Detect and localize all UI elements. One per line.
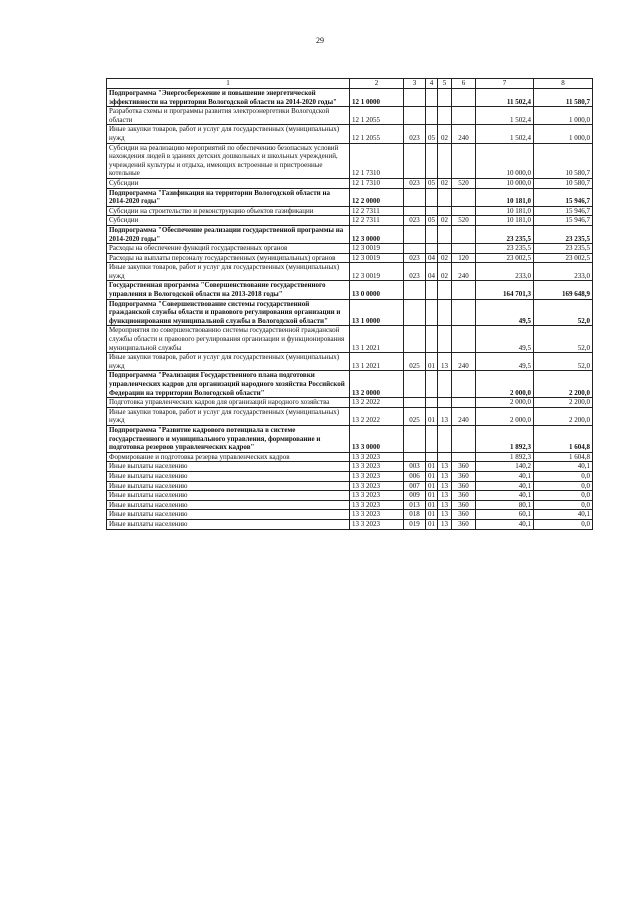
department-code: 025 <box>404 353 426 371</box>
department-code: 023 <box>404 216 426 226</box>
amount-year-1: 10 181,0 <box>476 188 534 206</box>
table-row <box>107 253 593 263</box>
section-code: 01 <box>426 491 438 501</box>
section-code <box>426 244 438 254</box>
header-cell: 6 <box>452 79 476 89</box>
amount-year-2: 23 235,5 <box>534 244 593 254</box>
amount-year-1: 10 000,0 <box>476 143 534 178</box>
target-article-code: 13 3 2023 <box>350 510 404 520</box>
page-number: 29 <box>316 36 324 45</box>
row-name: Подпрограмма "Газификация на территории Вологодской области на 2014-2020 годы" <box>107 188 350 206</box>
budget-table <box>106 78 593 530</box>
department-code <box>404 206 426 216</box>
amount-year-2: 1 604,8 <box>534 425 593 452</box>
department-code <box>404 299 426 326</box>
table-row <box>107 125 593 143</box>
subsection-code: 13 <box>438 519 452 529</box>
table-row <box>107 510 593 520</box>
amount-year-1: 23 002,5 <box>476 253 534 263</box>
department-code: 023 <box>404 125 426 143</box>
expense-type-code <box>452 326 476 353</box>
expense-type-code <box>452 225 476 243</box>
table-row <box>107 225 593 243</box>
amount-year-1: 1 502,4 <box>476 125 534 143</box>
table-row <box>107 89 593 107</box>
amount-year-1: 10 181,0 <box>476 206 534 216</box>
table-row <box>107 143 593 178</box>
amount-year-2: 15 946,7 <box>534 188 593 206</box>
header-cell: 2 <box>350 79 404 89</box>
department-code: 013 <box>404 500 426 510</box>
header-cell: 3 <box>404 79 426 89</box>
amount-year-1: 49,5 <box>476 326 534 353</box>
row-name: Иные выплаты населению <box>107 510 350 520</box>
table-row <box>107 281 593 299</box>
amount-year-1: 49,5 <box>476 353 534 371</box>
row-name: Иные закупки товаров, работ и услуг для государственных (муниципальных) нужд <box>107 353 350 371</box>
section-code <box>426 89 438 107</box>
amount-year-1: 11 502,4 <box>476 89 534 107</box>
table-row <box>107 481 593 491</box>
row-name: Мероприятия по совершенствованию системы государственной гражданской службы области и правового регулирования организации и функционирования муниципальной службы <box>107 326 350 353</box>
subsection-code: 02 <box>438 125 452 143</box>
row-name: Подпрограмма "Энергосбережение и повышение энергетической эффективности на территории Вологодской области на 2014-2020 годы" <box>107 89 350 107</box>
table-row <box>107 178 593 188</box>
subsection-code <box>438 299 452 326</box>
amount-year-2: 2 200,0 <box>534 398 593 408</box>
row-name: Субсидии на реализацию мероприятий по обеспечению безопасных условий нахождения людей в зданиях детских дошкольных и школьных учреждений, учреждений культуры и отдыха, имеющих встроенные и пристроенные котельные <box>107 143 350 178</box>
header-cell: 5 <box>438 79 452 89</box>
section-code <box>426 371 438 398</box>
amount-year-1: 40,1 <box>476 491 534 501</box>
amount-year-2: 2 200,0 <box>534 371 593 398</box>
section-code <box>426 143 438 178</box>
section-code: 01 <box>426 462 438 472</box>
target-article-code: 13 1 0000 <box>350 299 404 326</box>
header-cell: 7 <box>476 79 534 89</box>
department-code <box>404 244 426 254</box>
amount-year-2: 40,1 <box>534 462 593 472</box>
expense-type-code <box>452 452 476 462</box>
target-article-code: 12 1 0000 <box>350 89 404 107</box>
section-code <box>426 398 438 408</box>
department-code <box>404 107 426 125</box>
expense-type-code: 240 <box>452 407 476 425</box>
row-name: Подготовка управленческих кадров для организаций народного хозяйства <box>107 398 350 408</box>
amount-year-1: 1 892,3 <box>476 425 534 452</box>
section-code: 01 <box>426 353 438 371</box>
expense-type-code <box>452 107 476 125</box>
expense-type-code: 520 <box>452 216 476 226</box>
section-code <box>426 225 438 243</box>
expense-type-code <box>452 244 476 254</box>
amount-year-2: 10 580,7 <box>534 143 593 178</box>
subsection-code <box>438 452 452 462</box>
amount-year-1: 164 701,3 <box>476 281 534 299</box>
table-header-row <box>107 79 593 89</box>
expense-type-code <box>452 299 476 326</box>
amount-year-2: 52,0 <box>534 299 593 326</box>
amount-year-2: 15 946,7 <box>534 216 593 226</box>
subsection-code <box>438 244 452 254</box>
amount-year-1: 40,1 <box>476 471 534 481</box>
table-row <box>107 353 593 371</box>
target-article-code: 13 0 0000 <box>350 281 404 299</box>
target-article-code: 13 3 2023 <box>350 452 404 462</box>
section-code: 01 <box>426 407 438 425</box>
header-cell: 8 <box>534 79 593 89</box>
amount-year-1: 80,1 <box>476 500 534 510</box>
amount-year-2: 23 002,5 <box>534 253 593 263</box>
table-row <box>107 519 593 529</box>
table-row <box>107 452 593 462</box>
expense-type-code <box>452 398 476 408</box>
table-row <box>107 398 593 408</box>
section-code <box>426 326 438 353</box>
row-name: Подпрограмма "Реализация Государственного плана подготовки управленческих кадров для организаций народного хозяйства Российской Федерации на территории Вологодской области" <box>107 371 350 398</box>
subsection-code <box>438 188 452 206</box>
section-code: 04 <box>426 263 438 281</box>
amount-year-1: 23 235,5 <box>476 244 534 254</box>
amount-year-2: 2 200,0 <box>534 407 593 425</box>
target-article-code: 12 1 2055 <box>350 125 404 143</box>
subsection-code: 13 <box>438 500 452 510</box>
target-article-code: 13 2 0000 <box>350 371 404 398</box>
amount-year-1: 40,1 <box>476 519 534 529</box>
table-row <box>107 244 593 254</box>
amount-year-2: 23 235,5 <box>534 225 593 243</box>
row-name: Расходы на обеспечение функций государственных органов <box>107 244 350 254</box>
target-article-code: 12 1 7310 <box>350 178 404 188</box>
row-name: Подпрограмма "Обеспечение реализации государственной программы на 2014-2020 годы" <box>107 225 350 243</box>
target-article-code: 13 3 2023 <box>350 481 404 491</box>
department-code: 009 <box>404 491 426 501</box>
department-code: 018 <box>404 510 426 520</box>
department-code: 003 <box>404 462 426 472</box>
subsection-code <box>438 206 452 216</box>
table-row <box>107 471 593 481</box>
amount-year-2: 0,0 <box>534 471 593 481</box>
target-article-code: 13 3 2023 <box>350 462 404 472</box>
expense-type-code: 360 <box>452 462 476 472</box>
row-name: Иные выплаты населению <box>107 471 350 481</box>
expense-type-code <box>452 143 476 178</box>
row-name: Иные выплаты населению <box>107 500 350 510</box>
section-code: 05 <box>426 216 438 226</box>
row-name: Подпрограмма "Развитие кадрового потенциала в системе государственного и муниципального управления, формирование и подготовка резервов управленческих кадров" <box>107 425 350 452</box>
subsection-code <box>438 89 452 107</box>
subsection-code: 13 <box>438 353 452 371</box>
department-code <box>404 89 426 107</box>
amount-year-1: 49,5 <box>476 299 534 326</box>
department-code <box>404 398 426 408</box>
subsection-code: 02 <box>438 263 452 281</box>
table-row <box>107 425 593 452</box>
amount-year-2: 169 648,9 <box>534 281 593 299</box>
amount-year-1: 2 000,0 <box>476 371 534 398</box>
subsection-code <box>438 398 452 408</box>
amount-year-2: 1 604,8 <box>534 452 593 462</box>
expense-type-code: 120 <box>452 253 476 263</box>
section-code <box>426 107 438 125</box>
amount-year-2: 233,0 <box>534 263 593 281</box>
target-article-code: 12 3 0000 <box>350 225 404 243</box>
section-code <box>426 281 438 299</box>
target-article-code: 12 3 0019 <box>350 263 404 281</box>
table-row <box>107 407 593 425</box>
row-name: Подпрограмма "Совершенствование системы государственной гражданской службы области и правового регулирования организации и функционирования муниципальной службы в Вологодской области" <box>107 299 350 326</box>
subsection-code <box>438 225 452 243</box>
amount-year-1: 60,1 <box>476 510 534 520</box>
target-article-code: 13 3 2023 <box>350 519 404 529</box>
row-name: Иные закупки товаров, работ и услуг для государственных (муниципальных) нужд <box>107 263 350 281</box>
expense-type-code: 360 <box>452 510 476 520</box>
department-code <box>404 371 426 398</box>
department-code <box>404 225 426 243</box>
section-code <box>426 299 438 326</box>
subsection-code <box>438 425 452 452</box>
department-code: 007 <box>404 481 426 491</box>
section-code <box>426 188 438 206</box>
department-code: 023 <box>404 263 426 281</box>
amount-year-2: 11 580,7 <box>534 89 593 107</box>
amount-year-2: 0,0 <box>534 491 593 501</box>
amount-year-1: 140,2 <box>476 462 534 472</box>
row-name: Иные выплаты населению <box>107 491 350 501</box>
row-name: Иные выплаты населению <box>107 462 350 472</box>
section-code: 01 <box>426 500 438 510</box>
section-code: 01 <box>426 471 438 481</box>
department-code <box>404 281 426 299</box>
subsection-code: 02 <box>438 253 452 263</box>
amount-year-1: 40,1 <box>476 481 534 491</box>
expense-type-code: 240 <box>452 263 476 281</box>
expense-type-code: 360 <box>452 471 476 481</box>
amount-year-1: 10 000,0 <box>476 178 534 188</box>
subsection-code <box>438 371 452 398</box>
section-code: 01 <box>426 481 438 491</box>
department-code: 006 <box>404 471 426 481</box>
amount-year-1: 1 502,4 <box>476 107 534 125</box>
department-code: 019 <box>404 519 426 529</box>
table-row <box>107 263 593 281</box>
target-article-code: 12 2 0000 <box>350 188 404 206</box>
amount-year-1: 2 000,0 <box>476 407 534 425</box>
target-article-code: 13 3 2023 <box>350 500 404 510</box>
row-name: Иные закупки товаров, работ и услуг для государственных (муниципальных) нужд <box>107 125 350 143</box>
department-code: 023 <box>404 178 426 188</box>
table-row <box>107 371 593 398</box>
header-cell: 1 <box>107 79 350 89</box>
amount-year-2: 0,0 <box>534 519 593 529</box>
amount-year-1: 23 235,5 <box>476 225 534 243</box>
row-name: Субсидии <box>107 178 350 188</box>
department-code <box>404 188 426 206</box>
target-article-code: 12 2 7311 <box>350 206 404 216</box>
table-row <box>107 326 593 353</box>
amount-year-2: 52,0 <box>534 326 593 353</box>
amount-year-2: 40,1 <box>534 510 593 520</box>
subsection-code: 13 <box>438 407 452 425</box>
section-code <box>426 452 438 462</box>
amount-year-2: 15 946,7 <box>534 206 593 216</box>
amount-year-2: 0,0 <box>534 481 593 491</box>
amount-year-1: 233,0 <box>476 263 534 281</box>
table-row <box>107 491 593 501</box>
target-article-code: 13 3 2023 <box>350 471 404 481</box>
section-code: 01 <box>426 510 438 520</box>
department-code <box>404 143 426 178</box>
row-name: Формирование и подготовка резерва управленческих кадров <box>107 452 350 462</box>
department-code <box>404 452 426 462</box>
expense-type-code <box>452 371 476 398</box>
subsection-code: 13 <box>438 471 452 481</box>
subsection-code <box>438 107 452 125</box>
table-row <box>107 500 593 510</box>
department-code: 025 <box>404 407 426 425</box>
department-code: 023 <box>404 253 426 263</box>
target-article-code: 13 3 0000 <box>350 425 404 452</box>
subsection-code: 13 <box>438 481 452 491</box>
subsection-code <box>438 143 452 178</box>
section-code: 01 <box>426 519 438 529</box>
expense-type-code: 240 <box>452 125 476 143</box>
subsection-code <box>438 326 452 353</box>
subsection-code <box>438 281 452 299</box>
department-code <box>404 326 426 353</box>
subsection-code: 13 <box>438 510 452 520</box>
amount-year-2: 1 000,0 <box>534 125 593 143</box>
row-name: Иные выплаты населению <box>107 519 350 529</box>
target-article-code: 12 3 0019 <box>350 253 404 263</box>
amount-year-2: 52,0 <box>534 353 593 371</box>
table-row <box>107 206 593 216</box>
section-code: 05 <box>426 125 438 143</box>
table-row <box>107 216 593 226</box>
target-article-code: 12 1 2055 <box>350 107 404 125</box>
subsection-code: 02 <box>438 178 452 188</box>
amount-year-1: 1 892,3 <box>476 452 534 462</box>
expense-type-code <box>452 281 476 299</box>
target-article-code: 13 2 2022 <box>350 398 404 408</box>
department-code <box>404 425 426 452</box>
header-cell: 4 <box>426 79 438 89</box>
target-article-code: 13 1 2021 <box>350 326 404 353</box>
table-row <box>107 107 593 125</box>
subsection-code: 13 <box>438 491 452 501</box>
row-name: Государственная программа "Совершенствование государственного управления в Вологодской области на 2013-2018 годы" <box>107 281 350 299</box>
target-article-code: 12 2 7311 <box>350 216 404 226</box>
subsection-code: 13 <box>438 462 452 472</box>
row-name: Иные выплаты населению <box>107 481 350 491</box>
target-article-code: 13 3 2023 <box>350 491 404 501</box>
section-code <box>426 425 438 452</box>
expense-type-code <box>452 188 476 206</box>
section-code: 04 <box>426 253 438 263</box>
table-row <box>107 462 593 472</box>
section-code: 05 <box>426 178 438 188</box>
expense-type-code: 240 <box>452 353 476 371</box>
expense-type-code <box>452 89 476 107</box>
expense-type-code <box>452 425 476 452</box>
target-article-code: 12 3 0019 <box>350 244 404 254</box>
table-body <box>107 89 593 530</box>
subsection-code: 02 <box>438 216 452 226</box>
table-row <box>107 299 593 326</box>
target-article-code: 13 2 2022 <box>350 407 404 425</box>
row-name: Разработка схемы и программы развития электроэнергетики Вологодской области <box>107 107 350 125</box>
row-name: Иные закупки товаров, работ и услуг для государственных (муниципальных) нужд <box>107 407 350 425</box>
row-name: Расходы на выплаты персоналу государственных (муниципальных) органов <box>107 253 350 263</box>
row-name: Субсидии <box>107 216 350 226</box>
amount-year-1: 10 181,0 <box>476 216 534 226</box>
expense-type-code: 360 <box>452 481 476 491</box>
section-code <box>426 206 438 216</box>
target-article-code: 13 1 2021 <box>350 353 404 371</box>
target-article-code: 12 1 7310 <box>350 143 404 178</box>
amount-year-2: 1 000,0 <box>534 107 593 125</box>
expense-type-code: 360 <box>452 519 476 529</box>
row-name: Субсидии на строительство и реконструкцию объектов газификации <box>107 206 350 216</box>
amount-year-1: 2 000,0 <box>476 398 534 408</box>
expense-type-code: 360 <box>452 491 476 501</box>
amount-year-2: 10 580,7 <box>534 178 593 188</box>
expense-type-code: 520 <box>452 178 476 188</box>
expense-type-code <box>452 206 476 216</box>
expense-type-code: 360 <box>452 500 476 510</box>
amount-year-2: 0,0 <box>534 500 593 510</box>
table-row <box>107 188 593 206</box>
